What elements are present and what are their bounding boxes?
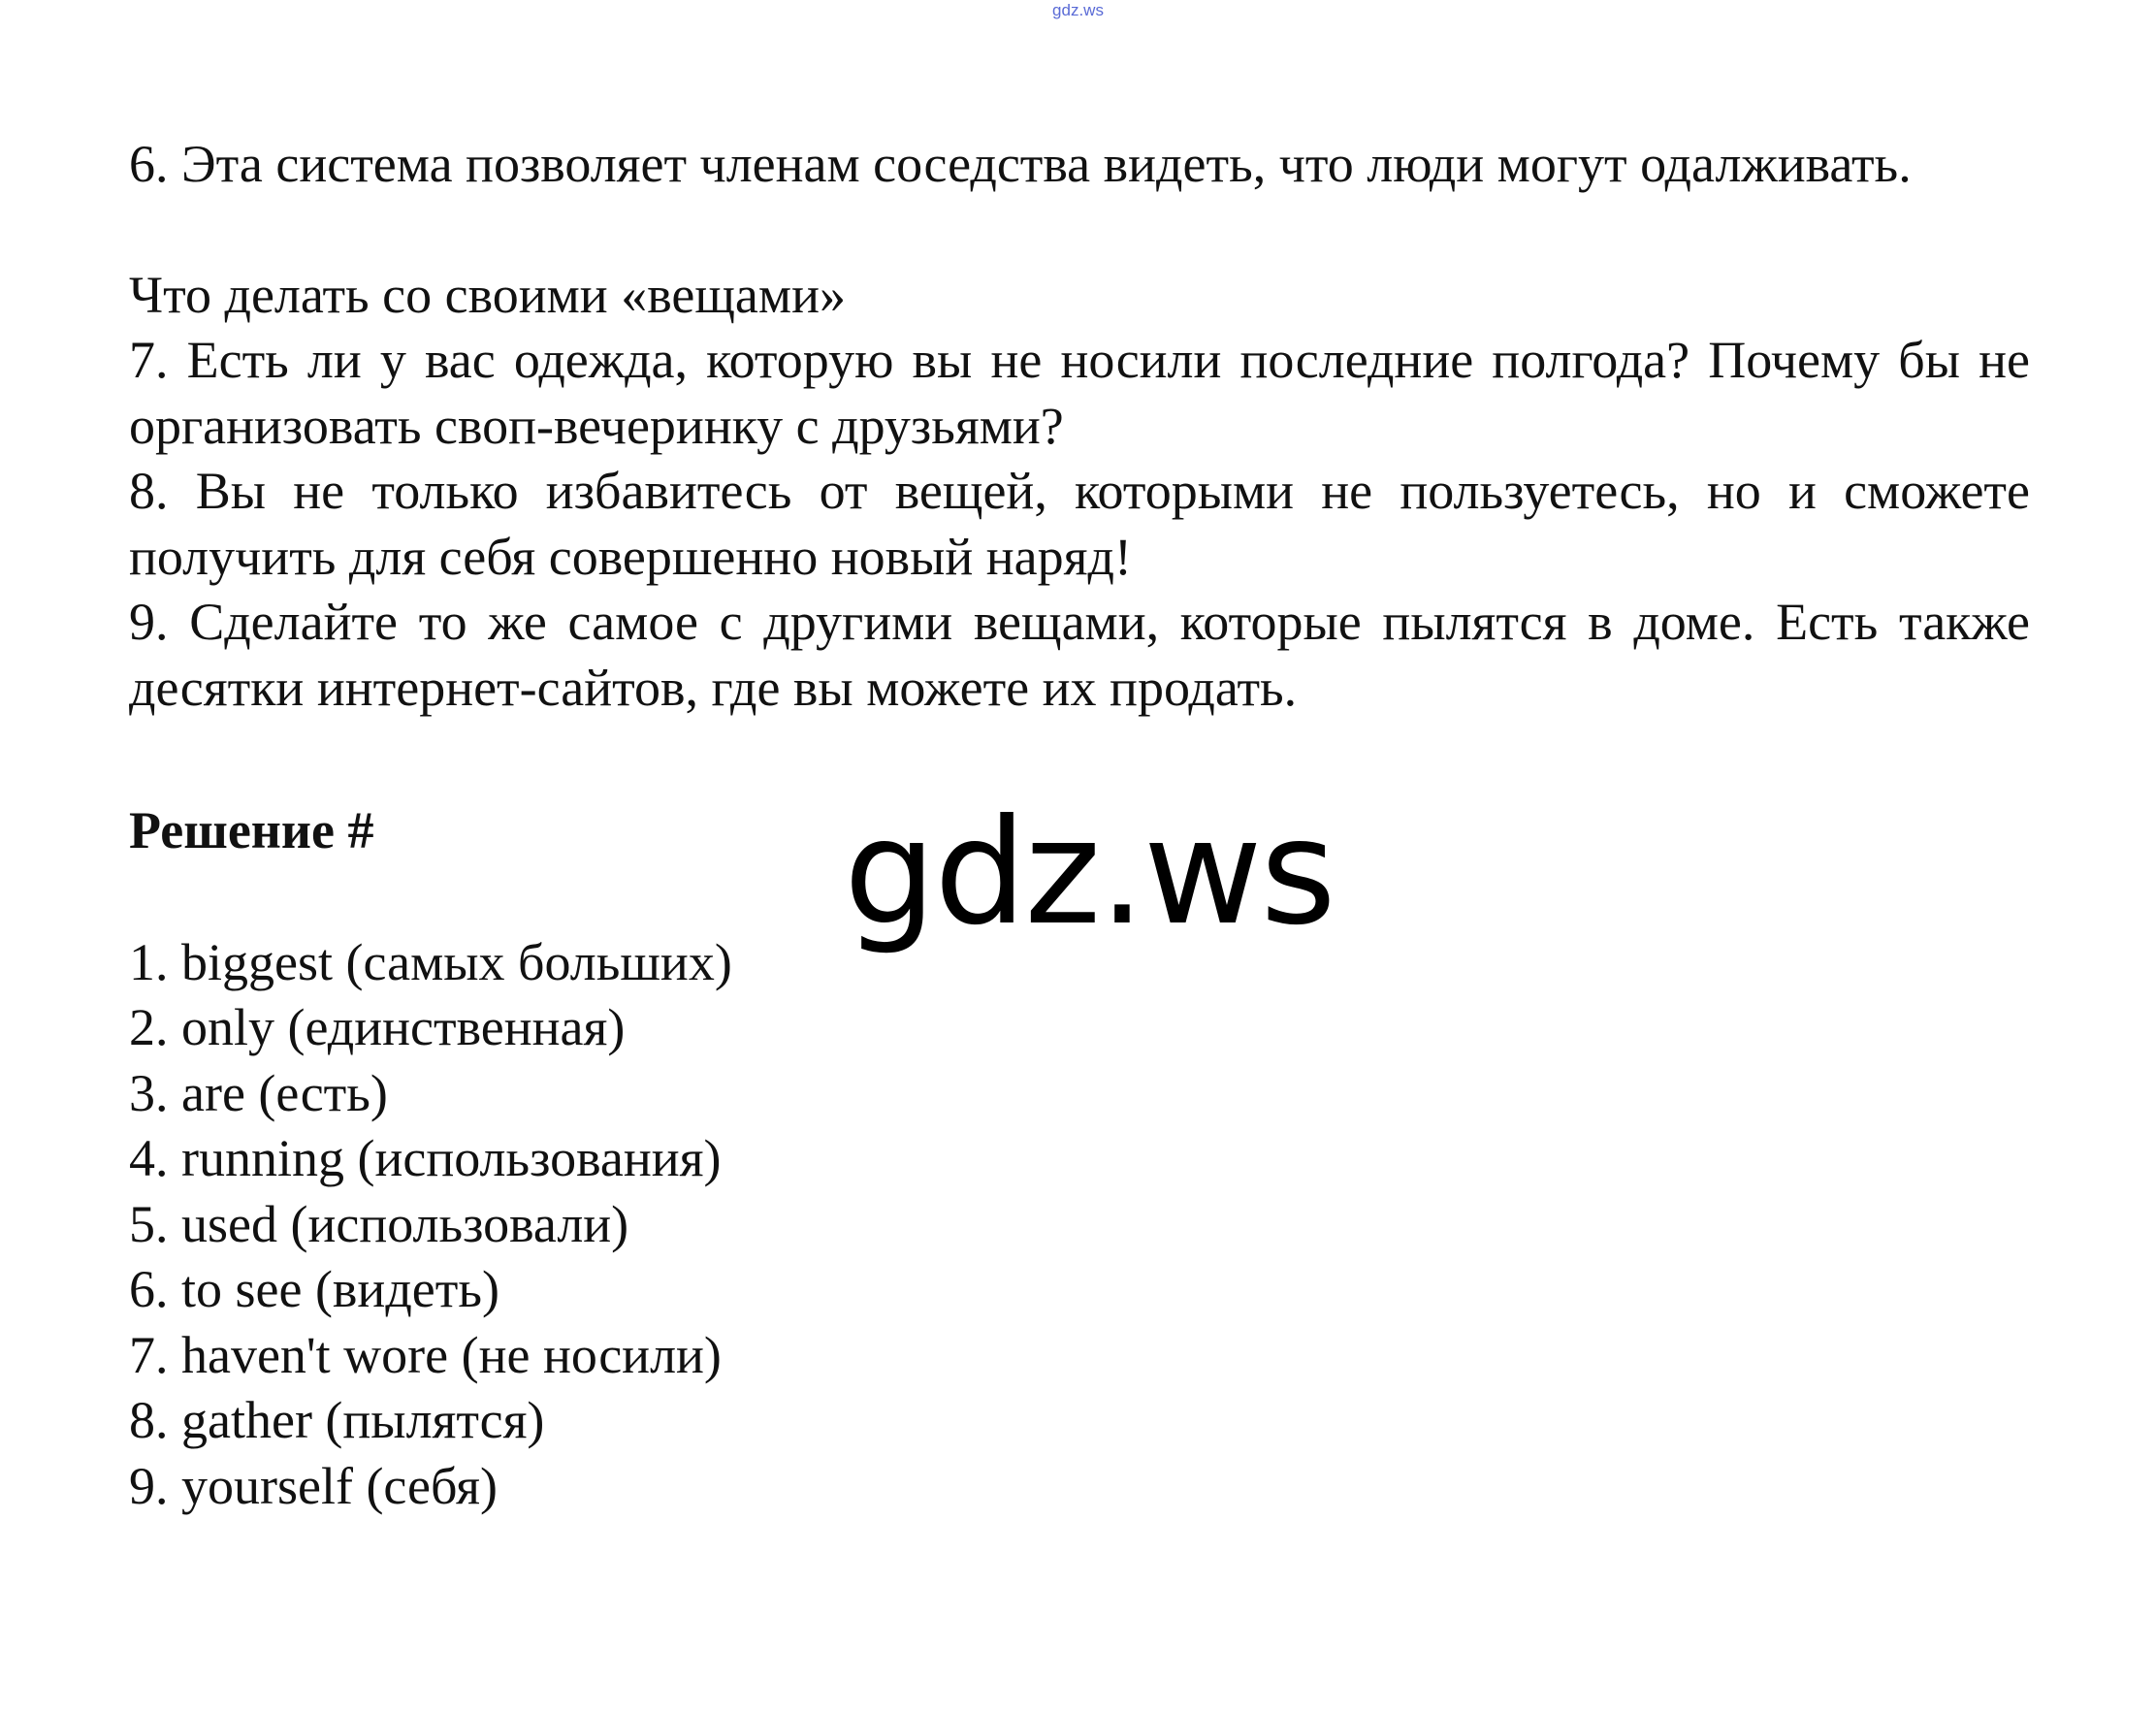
header-site-link[interactable]: gdz.ws: [1052, 1, 1104, 19]
answer-item: 8. gather (пылятся): [129, 1391, 545, 1449]
exercise-paragraph-6: 6. Эта система позволяет членам соседства видеть, что люди могут одалживать.: [129, 135, 1912, 193]
solution-heading: Решение #: [129, 801, 374, 859]
answer-item: 7. haven't wore (не носили): [129, 1325, 722, 1384]
watermark-logo: gdz.ws: [844, 789, 1335, 957]
exercise-paragraph-7: 7. Есть ли у вас одежда, которую вы не носили последние полгода? Почему бы не организовать своп-вечеринку с друзьями?: [129, 331, 2030, 455]
answer-list: [129, 930, 2030, 1520]
exercise-paragraph-8: 8. Вы не только избавитесь от вещей, которыми не пользуетесь, но и сможете получить для себя совершенно новый наряд!: [129, 462, 2030, 586]
answer-item: 3. are (есть): [129, 1063, 388, 1122]
spacer: [129, 721, 2030, 798]
exercise-paragraph-9: 9. Сделайте то же самое с другими вещами, которые пылятся в доме. Есть также десятки интернет-сайтов, где вы можете их продать.: [129, 593, 2030, 717]
answer-item: 2. only (единственная): [129, 998, 626, 1056]
answer-item: 9. yourself (себя): [129, 1456, 498, 1515]
spacer: [129, 198, 2030, 263]
answer-item: 6. to see (видеть): [129, 1260, 499, 1318]
answer-item: 4. running (использования): [129, 1129, 722, 1187]
section-title: Что делать со своими «вещами»: [129, 265, 846, 324]
answer-item: 1. biggest (самых больших): [129, 932, 732, 991]
answer-item: 5. used (использовали): [129, 1194, 629, 1253]
